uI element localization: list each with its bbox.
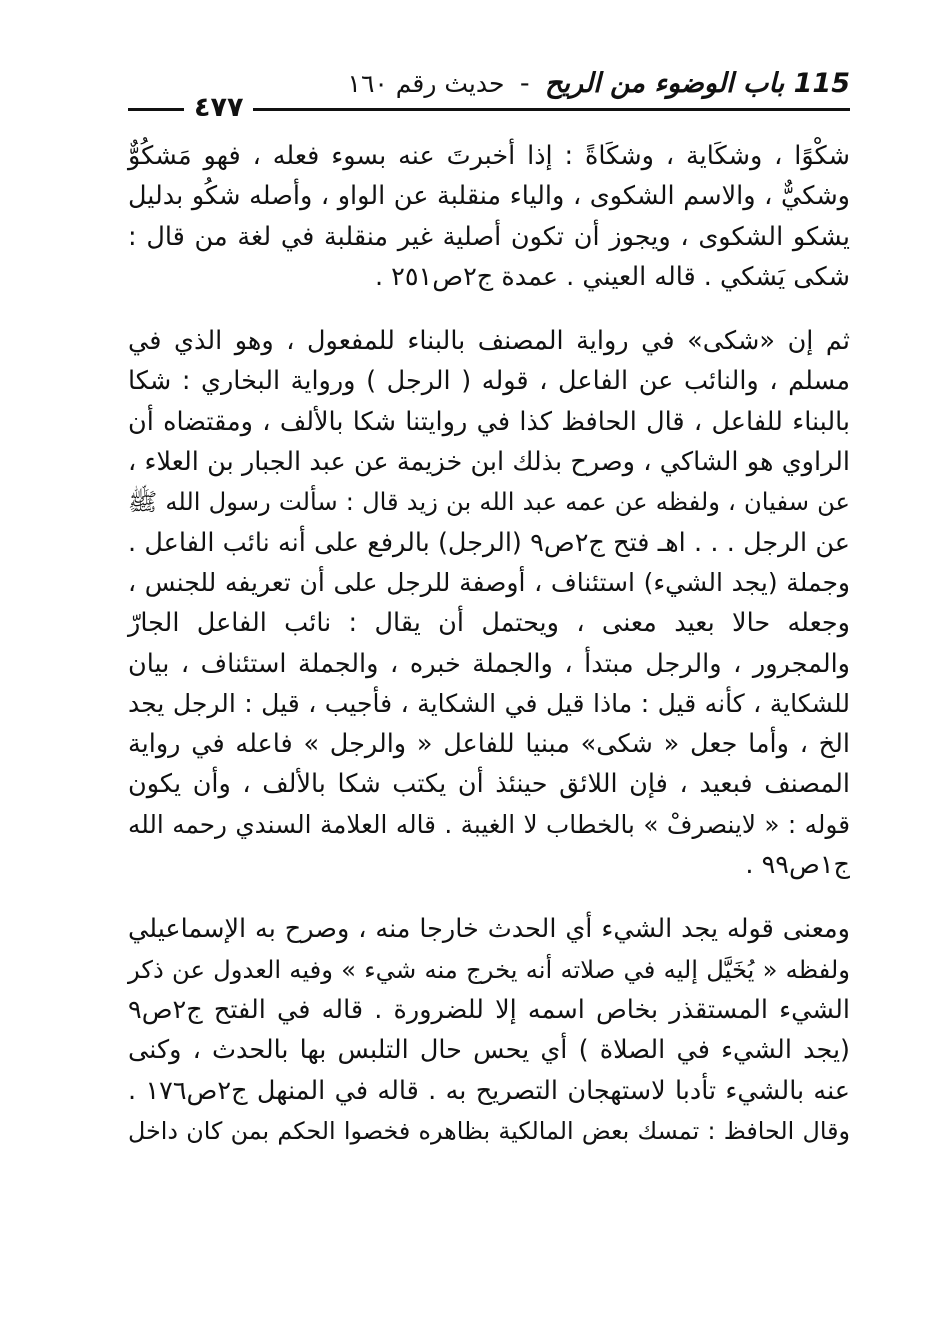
- text-line: الراوي هو الشاكي ، وصرح بذلك ابن خزيمة عن عبد الجبار بن العلاء ،: [128, 447, 850, 478]
- text-line: قوله : « لاينصرفْ » بالخطاب لا الغيبة . قاله العلامة السندي رحمه الله: [128, 809, 850, 839]
- paragraph-1: [128, 136, 850, 297]
- running-header: [128, 62, 850, 128]
- header-title: [348, 68, 850, 99]
- text-line: وجعله حالا بعيد معنى ، ويحتمل أن يقال : نائب الفاعل الجارّ: [128, 608, 850, 639]
- text-line: شكْوًا ، وشكَاية ، وشكَاةً : إذا أخبرتَ عنه بسوء فعله ، فهو مَشكُوٌّ: [128, 141, 850, 171]
- text-line: يشكو الشكوى ، ويجوز أن تكون أصلية غير منقلبة في لغة من قال :: [128, 221, 850, 252]
- text-line: عنه بالشيء تأدبا لاستهجان التصريح به . قاله في المنهل ج٢ص١٧٦ .: [128, 1075, 850, 1106]
- text-line: والمجرور ، والرجل مبتدأ ، والجملة خبره ، والجملة استئناف ، بيان: [128, 648, 850, 679]
- header-separator: -: [519, 68, 530, 99]
- paragraph-3: [128, 909, 850, 1151]
- page-number: ٤٧٧: [184, 92, 253, 123]
- text-line: ومعنى قوله يجد الشيء أي الحدث خارجا منه ، وصرح به الإسماعيلي: [128, 914, 850, 945]
- header-hadith: حديث رقم ١٦٠: [347, 69, 505, 98]
- text-line: المصنف فبعيد ، فإن اللائق حينئذ أن يكتب شكا بالألف ، وأن يكون: [128, 769, 850, 800]
- text-line: ج١ص٩٩ .: [745, 850, 850, 881]
- text-line: للشكاية ، كأنه قيل : ماذا قيل في الشكاية ، فأجيب ، قيل : الرجل يجد: [128, 688, 850, 718]
- text-line: وجملة (يجد الشيء) استئناف ، أوصفة للرجل على أن تعريفه للجنس ،: [128, 567, 850, 597]
- text-line: عن سفيان ، ولفظه عن عمه عبد الله بن زيد قال : سألت رسول الله ﷺ: [128, 488, 850, 517]
- text-line: بالبناء للفاعل ، قال الحافظ كذا في روايتنا شكا بالألف ، ومقتضاه أن: [128, 406, 850, 437]
- text-line: الشيء المستقذر بخاص اسمه إلا للضرورة . قاله في الفتح ج٢ص٩: [128, 994, 850, 1025]
- text-line: ولفظه « يُخَيَّل إليه في صلاته أنه يخرج منه شيء » وفيه العدول عن ذكر: [128, 954, 850, 984]
- text-line: ثم إن «شكى» في رواية المصنف بالبناء للمفعول ، وهو الذي في: [128, 326, 850, 357]
- text-line: مسلم ، والنائب عن الفاعل ، قوله ( الرجل ) ورواية البخاري : شكا: [128, 366, 850, 397]
- text-line: وقال الحافظ : تمسك بعض المالكية بظاهره فخصوا الحكم بمن كان داخل: [128, 1116, 850, 1145]
- page-body: [128, 136, 850, 1151]
- text-line: (يجد الشيء في الصلاة ) أي يحس حال التلبس بها بالحدث ، وكنى: [128, 1035, 850, 1066]
- text-line: شكى يَشكي . قاله العيني . عمدة ج٢ص٢٥١ .: [374, 261, 850, 292]
- header-number: 115: [793, 68, 850, 99]
- text-line: عن الرجل . . . اهـ فتح ج٢ص٩ (الرجل) بالرفع على أنه نائب الفاعل .: [128, 527, 850, 558]
- paragraph-2: [128, 321, 850, 885]
- header-chapter: باب الوضوء من الريح: [545, 68, 785, 99]
- text-line: الخ ، وأما جعل « شكى» مبنيا للفاعل « والرجل » فاعله في رواية: [128, 729, 850, 760]
- text-line: وشكيٌّ ، والاسم الشكوى ، والياء منقلبة عن الواو ، وأصله شكُو بدليل: [128, 181, 850, 212]
